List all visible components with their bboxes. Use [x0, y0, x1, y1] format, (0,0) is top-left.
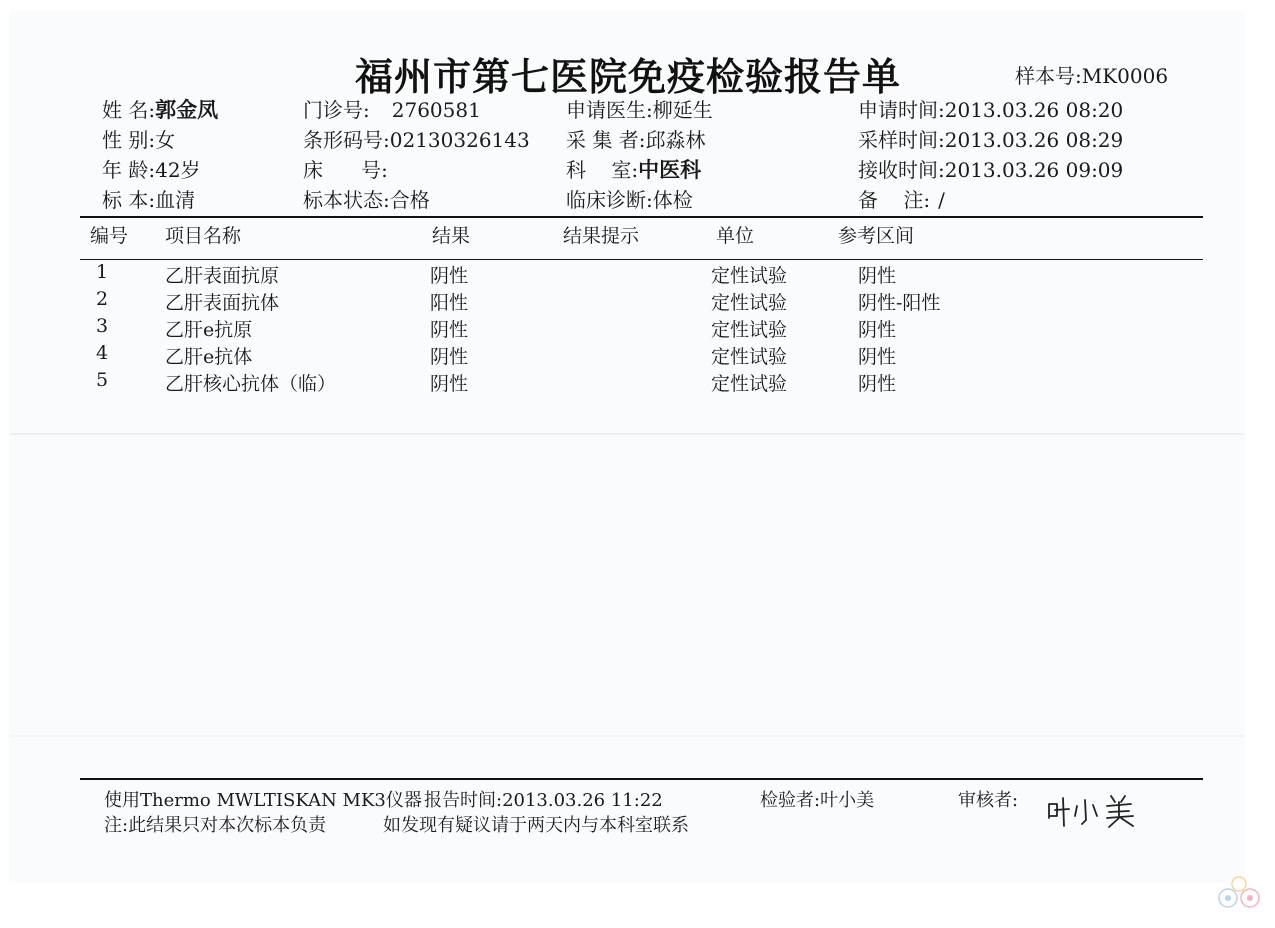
row-unit: 定性试验: [711, 292, 788, 314]
barcode-number: 条形码号:02130326143: [303, 128, 530, 152]
col-header-range: 参考区间: [838, 225, 915, 247]
row-no: 1: [96, 261, 109, 283]
col-header-unit: 单位: [716, 225, 755, 247]
specimen-status: 标本状态:合格: [303, 188, 430, 212]
receive-time: 接收时间:2013.03.26 09:09: [858, 158, 1124, 182]
row-item: 乙肝e抗体: [165, 346, 253, 368]
bed-number: 床 号:: [303, 158, 388, 182]
clinic-number: 门诊号: 2760581: [303, 98, 481, 122]
sampling-time: 采样时间:2013.03.26 08:29: [858, 128, 1124, 152]
reviewer-label: 审核者:: [958, 790, 1019, 811]
row-unit: 定性试验: [711, 346, 788, 368]
clinical-diagnosis: 临床诊断:体检: [566, 188, 693, 212]
row-result: 阴性: [430, 373, 469, 395]
report-title: 福州市第七医院免疫检验报告单: [355, 55, 902, 99]
paper-fold-line: [10, 735, 1244, 737]
disclaimer-note: 注:此结果只对本次标本负责: [104, 815, 327, 836]
row-no: 3: [96, 315, 109, 337]
row-result: 阴性: [430, 265, 469, 287]
instrument-info: 使用Thermo MWLTISKAN MK3仪器: [104, 790, 422, 811]
row-result: 阴性: [430, 346, 469, 368]
sample-number: 样本号:MK0006: [1015, 64, 1169, 88]
collector: 采 集 者:邱淼林: [566, 128, 706, 152]
row-unit: 定性试验: [711, 373, 788, 395]
patient-gender: 性 别:女: [102, 128, 176, 152]
remark: 备 注: /: [858, 188, 945, 212]
table-header-divider: [80, 259, 1203, 260]
request-time: 申请时间:2013.03.26 08:20: [858, 98, 1124, 122]
col-header-result: 结果: [432, 225, 471, 247]
row-unit: 定性试验: [711, 265, 788, 287]
row-item: 乙肝e抗原: [165, 319, 253, 341]
header-divider: [80, 216, 1203, 218]
row-result: 阳性: [430, 292, 469, 314]
row-unit: 定性试验: [711, 319, 788, 341]
patient-age: 年 龄:42岁: [102, 158, 201, 182]
contact-note: 如发现有疑议请于两天内与本科室联系: [383, 815, 689, 836]
row-range: 阴性: [858, 373, 897, 395]
requesting-doctor: 申请医生:柳延生: [566, 98, 713, 122]
report-time: 报告时间:2013.03.26 11:22: [424, 790, 663, 811]
tester: 检验者:叶小美: [760, 790, 875, 811]
row-no: 4: [96, 342, 109, 364]
row-item: 乙肝核心抗体（临）: [165, 373, 337, 395]
col-header-hint: 结果提示: [563, 225, 640, 247]
specimen-type: 标 本:血清: [102, 188, 196, 212]
row-range: 阴性: [858, 265, 897, 287]
department: 科 室:中医科: [566, 158, 702, 182]
col-header-item: 项目名称: [165, 225, 242, 247]
row-item: 乙肝表面抗原: [165, 265, 280, 287]
row-no: 5: [96, 369, 109, 391]
row-result: 阴性: [430, 319, 469, 341]
patient-name: 姓 名:郭金凤: [102, 98, 219, 122]
row-item: 乙肝表面抗体: [165, 292, 280, 314]
reviewer-signature: [1045, 790, 1145, 830]
watermark-logo: [1212, 872, 1268, 920]
row-range: 阴性: [858, 346, 897, 368]
row-range: 阴性: [858, 319, 897, 341]
footer-divider: [80, 778, 1203, 780]
row-range: 阴性-阳性: [858, 292, 941, 314]
col-header-no: 编号: [90, 225, 129, 247]
paper-fold-line: [10, 433, 1244, 435]
row-no: 2: [96, 288, 109, 310]
